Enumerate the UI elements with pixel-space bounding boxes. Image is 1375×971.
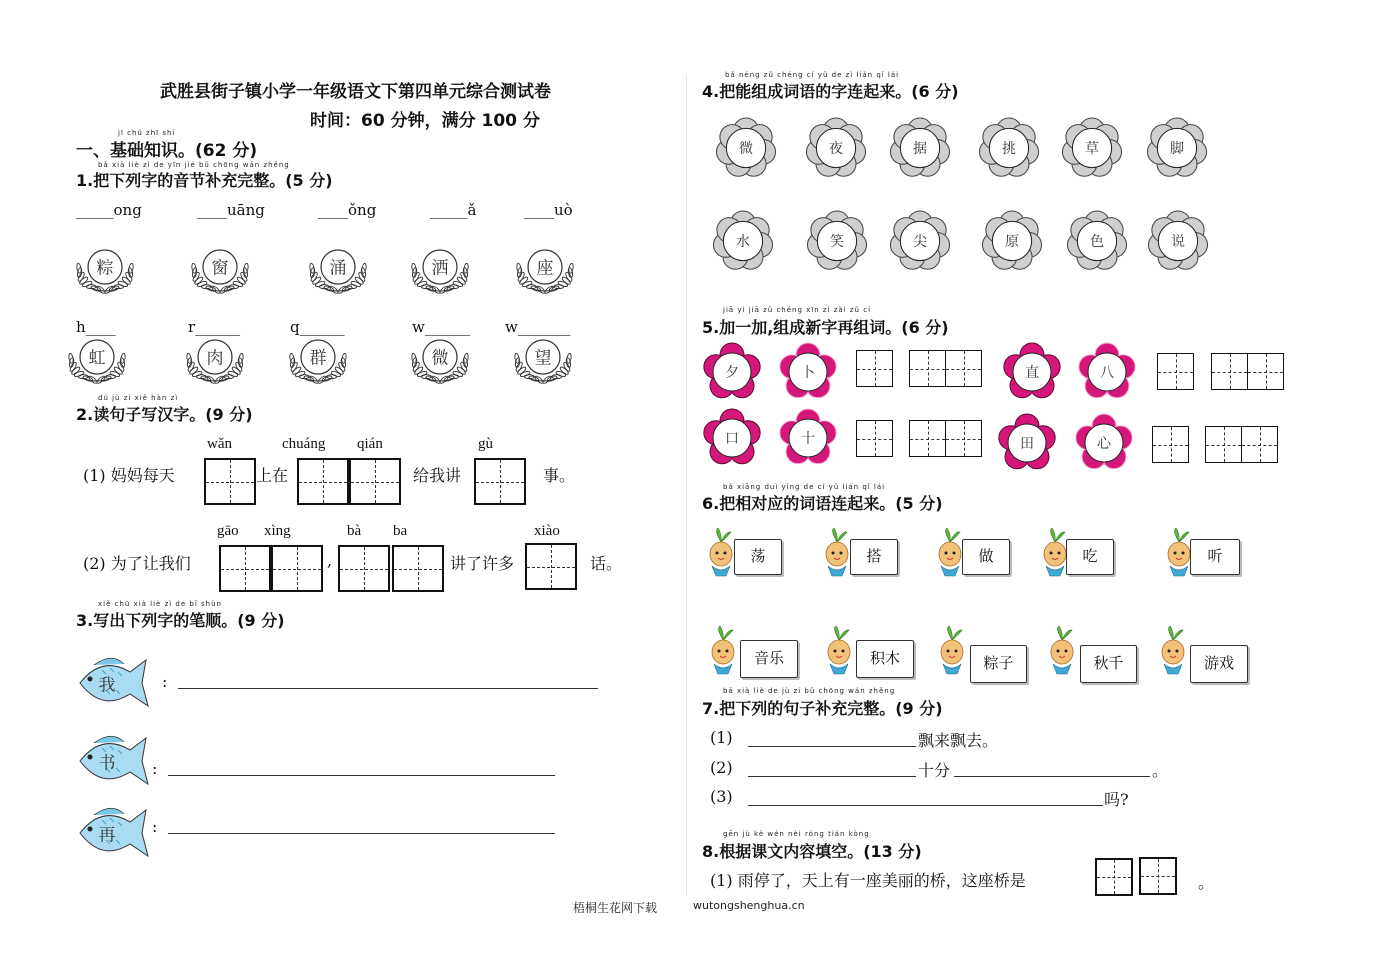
flower-character: 笑 xyxy=(830,234,844,250)
q4-heading: 4.把能组成词语的字连起来。(6 分) xyxy=(702,82,959,101)
q2-s2-label: (2) 为了让我们 xyxy=(83,554,191,573)
wreath-character: 望 xyxy=(534,348,552,369)
stroke-order-answer-line[interactable] xyxy=(178,688,598,689)
wreath-character: 虹 xyxy=(88,348,106,369)
page-title: 武胜县街子镇小学一年级语文下第四单元综合测试卷 xyxy=(160,82,551,102)
word-box[interactable] xyxy=(1241,426,1278,463)
character-flower[interactable] xyxy=(978,117,1040,179)
writing-grid-box[interactable] xyxy=(219,545,271,592)
new-character-box[interactable] xyxy=(856,350,893,387)
sprout-mascot-icon xyxy=(935,528,965,578)
syllable-blank[interactable]: ____uāng xyxy=(197,201,265,219)
q2-s2-comma: , xyxy=(327,551,333,570)
wreath-character: 洒 xyxy=(431,258,449,279)
writing-grid-box[interactable] xyxy=(1139,857,1177,895)
fish-character: 书 xyxy=(98,753,116,774)
pink-flower-component xyxy=(1002,342,1062,402)
word-box[interactable] xyxy=(1211,353,1248,390)
q7-item-text: 飘来飘去。 xyxy=(918,731,999,750)
wreath-character: 群 xyxy=(309,348,327,369)
character-flower[interactable] xyxy=(805,117,867,179)
q5-heading: 5.加一加,组成新字再组词。(6 分) xyxy=(702,318,949,337)
q2-pinyin: dú jù zi xiě hàn zì xyxy=(98,394,179,402)
character-flower[interactable] xyxy=(981,210,1043,272)
q2-s1-mid2: 给我讲 xyxy=(413,466,462,485)
pink-flower-component xyxy=(702,342,762,402)
syllable-blank[interactable]: _____ong xyxy=(76,201,142,219)
q6-pinyin: bǎ xiāng duì yìng de cí yǔ lián qǐ lái xyxy=(723,483,886,491)
character-flower[interactable] xyxy=(1147,210,1209,272)
flower-character: 微 xyxy=(739,141,753,157)
q7-item-text: 吗? xyxy=(1104,790,1129,809)
q1-pinyin: bǎ xià liè zì de yīn jié bǔ chōng wán zhěng xyxy=(98,161,290,169)
character-flower[interactable] xyxy=(1146,117,1208,179)
pink-flower-component xyxy=(778,342,838,402)
q8-pinyin: gēn jù kè wén nèi róng tián kòng xyxy=(723,830,870,838)
component-character: 十 xyxy=(801,431,815,447)
colon: : xyxy=(152,759,158,778)
q7-item-number: (1) xyxy=(710,728,733,747)
q7-item-number: (3) xyxy=(710,787,733,806)
answer-blank[interactable] xyxy=(748,805,1103,806)
sprout-mascot-icon xyxy=(1158,626,1188,676)
noun-card[interactable]: 积木 xyxy=(856,640,914,678)
pinyin-label: wǎn xyxy=(207,436,232,452)
fish-icon xyxy=(72,728,152,794)
section1-pinyin: jī chǔ zhī shí xyxy=(118,129,176,137)
word-box[interactable] xyxy=(945,420,982,457)
verb-card[interactable]: 荡 xyxy=(734,539,782,575)
pinyin-label: xìng xyxy=(264,523,291,539)
word-box[interactable] xyxy=(1205,426,1242,463)
flower-character: 脚 xyxy=(1170,141,1184,157)
laurel-wreath-icon xyxy=(303,240,373,296)
pinyin-label: ba xyxy=(393,523,408,539)
new-character-box[interactable] xyxy=(1152,426,1189,463)
laurel-wreath-icon xyxy=(185,240,255,296)
word-box[interactable] xyxy=(1247,353,1284,390)
character-flower[interactable] xyxy=(712,210,774,272)
new-character-box[interactable] xyxy=(856,420,893,457)
word-box[interactable] xyxy=(945,350,982,387)
section1-heading: 一、基础知识。(62 分) xyxy=(76,141,258,161)
q8-sentence: (1) 雨停了，天上有一座美丽的桥，这座桥是 xyxy=(710,871,1026,890)
answer-blank[interactable] xyxy=(954,776,1150,777)
wreath-character: 座 xyxy=(536,258,554,279)
initial-blank[interactable]: w______ xyxy=(412,318,470,336)
word-box[interactable] xyxy=(909,350,946,387)
noun-card[interactable]: 粽子 xyxy=(970,645,1027,683)
component-character: 夕 xyxy=(725,365,739,381)
q7-pinyin: bǎ xià liè de jù zi bǔ chōng wán zhěng xyxy=(723,687,896,695)
sprout-mascot-icon xyxy=(708,626,738,676)
flower-character: 水 xyxy=(736,234,750,250)
fish-icon xyxy=(72,800,152,866)
q5-pinyin: jiā yi jiā zǔ chéng xīn zì zài zǔ cí xyxy=(723,306,872,314)
character-flower[interactable] xyxy=(889,210,951,272)
pinyin-label: gāo xyxy=(217,523,239,539)
syllable-blank[interactable]: ____uò xyxy=(524,201,573,219)
flower-character: 尖 xyxy=(913,234,927,250)
q6-heading: 6.把相对应的词语连起来。(5 分) xyxy=(702,494,943,513)
q7-heading: 7.把下列的句子补充完整。(9 分) xyxy=(702,699,943,718)
writing-grid-box[interactable] xyxy=(297,458,349,505)
component-character: 卜 xyxy=(801,365,815,381)
column-divider xyxy=(686,75,687,895)
verb-card[interactable]: 吃 xyxy=(1066,539,1114,575)
q3-pinyin: xiě chū xià liè zì de bǐ shùn xyxy=(98,600,222,608)
laurel-wreath-icon xyxy=(510,240,580,296)
character-flower[interactable] xyxy=(1061,117,1123,179)
laurel-wreath-icon xyxy=(283,330,353,386)
q8-heading: 8.根据课文内容填空。(13 分) xyxy=(702,842,922,861)
wreath-character: 肉 xyxy=(206,348,224,369)
colon: : xyxy=(162,672,168,691)
wreath-character: 涌 xyxy=(329,258,347,279)
initial-blank[interactable]: r______ xyxy=(188,318,241,336)
fish-icon xyxy=(72,650,152,716)
writing-grid-box[interactable] xyxy=(1095,858,1133,896)
verb-card[interactable]: 搭 xyxy=(850,539,898,575)
q2-s2-end: 话。 xyxy=(590,554,623,573)
wreath-character: 微 xyxy=(431,348,449,369)
initial-blank[interactable]: q______ xyxy=(290,318,345,336)
wreath-character: 粽 xyxy=(96,258,114,279)
page-subtitle: 时间：60 分钟，满分 100 分 xyxy=(310,111,540,131)
writing-grid-box[interactable] xyxy=(349,458,401,505)
noun-card[interactable]: 秋千 xyxy=(1080,645,1137,683)
character-flower[interactable] xyxy=(806,210,868,272)
q2-s2-mid: 讲了许多 xyxy=(450,554,515,573)
pinyin-label: xiào xyxy=(534,523,560,539)
pinyin-label: chuáng xyxy=(282,436,326,452)
footer-url: wutongshenghua.cn xyxy=(693,899,805,912)
fish-character: 再 xyxy=(98,825,116,846)
writing-grid-box[interactable] xyxy=(525,543,577,590)
q2-s1-label: (1) 妈妈每天 xyxy=(83,466,175,485)
fish-character: 我 xyxy=(98,675,116,696)
q7-item-number: (2) xyxy=(710,758,733,777)
word-box[interactable] xyxy=(909,420,946,457)
flower-character: 说 xyxy=(1171,234,1185,250)
q2-s1-end: 事。 xyxy=(543,466,576,485)
sprout-mascot-icon xyxy=(706,528,736,578)
laurel-wreath-icon xyxy=(180,330,250,386)
flower-character: 挑 xyxy=(1002,141,1016,157)
q2-heading: 2.读句子写汉字。(9 分) xyxy=(76,405,253,424)
sprout-mascot-icon xyxy=(824,626,854,676)
q2-s1-mid1: 上在 xyxy=(256,466,289,485)
initial-blank[interactable]: h____ xyxy=(76,318,116,336)
flower-character: 原 xyxy=(1005,234,1019,250)
q3-heading: 3.写出下列字的笔顺。(9 分) xyxy=(76,611,285,630)
writing-grid-box[interactable] xyxy=(338,545,390,592)
verb-card[interactable]: 听 xyxy=(1190,539,1240,575)
pinyin-label: bà xyxy=(347,523,362,539)
laurel-wreath-icon xyxy=(508,330,578,386)
component-character: 田 xyxy=(1020,436,1034,452)
flower-character: 草 xyxy=(1085,141,1099,157)
answer-blank[interactable] xyxy=(748,746,916,747)
writing-grid-box[interactable] xyxy=(204,458,256,505)
syllable-blank[interactable]: _____ǎ xyxy=(430,201,477,219)
component-character: 心 xyxy=(1097,436,1111,452)
pink-flower-component xyxy=(997,413,1057,473)
noun-card[interactable]: 音乐 xyxy=(740,640,798,678)
sprout-mascot-icon xyxy=(937,626,967,676)
q1-heading: 1.把下列字的音节补充完整。(5 分) xyxy=(76,171,333,190)
noun-card[interactable]: 游戏 xyxy=(1190,645,1248,683)
component-character: 八 xyxy=(1100,365,1114,381)
stroke-order-answer-line[interactable] xyxy=(168,833,555,834)
pinyin-label: gù xyxy=(478,436,493,452)
writing-grid-box[interactable] xyxy=(392,545,444,592)
pink-flower-component xyxy=(1077,342,1137,402)
q8-end: 。 xyxy=(1198,873,1215,892)
colon: : xyxy=(152,817,158,836)
flower-character: 据 xyxy=(913,141,927,157)
pink-flower-component xyxy=(1074,413,1134,473)
sprout-mascot-icon xyxy=(1047,626,1077,676)
answer-blank[interactable] xyxy=(748,776,916,777)
pinyin-label: qián xyxy=(357,436,383,452)
flower-character: 夜 xyxy=(829,141,843,157)
stroke-order-answer-line[interactable] xyxy=(168,775,555,776)
initial-blank[interactable]: w_______ xyxy=(505,318,571,336)
component-character: 口 xyxy=(725,431,739,447)
writing-grid-box[interactable] xyxy=(271,545,323,592)
syllable-blank[interactable]: ____ǒng xyxy=(318,201,377,219)
writing-grid-box[interactable] xyxy=(474,458,526,505)
character-flower[interactable] xyxy=(889,117,951,179)
pink-flower-component xyxy=(778,408,838,468)
q4-pinyin: bǎ néng zǔ chéng cí yǔ de zì lián qǐ lái xyxy=(725,71,900,79)
sprout-mascot-icon xyxy=(822,528,852,578)
character-flower[interactable] xyxy=(1066,210,1128,272)
component-character: 直 xyxy=(1025,365,1039,381)
wreath-character: 窗 xyxy=(211,258,229,279)
laurel-wreath-icon xyxy=(62,330,132,386)
q7-item-text: 十分 xyxy=(918,761,951,780)
laurel-wreath-icon xyxy=(70,240,140,296)
flower-character: 色 xyxy=(1090,234,1104,250)
laurel-wreath-icon xyxy=(405,240,475,296)
footer-source: 梧桐生花网下载 xyxy=(573,901,658,915)
new-character-box[interactable] xyxy=(1157,353,1194,390)
character-flower[interactable] xyxy=(715,117,777,179)
q7-item-end: 。 xyxy=(1152,761,1169,780)
pink-flower-component xyxy=(702,408,762,468)
laurel-wreath-icon xyxy=(405,330,475,386)
verb-card[interactable]: 做 xyxy=(962,539,1010,575)
